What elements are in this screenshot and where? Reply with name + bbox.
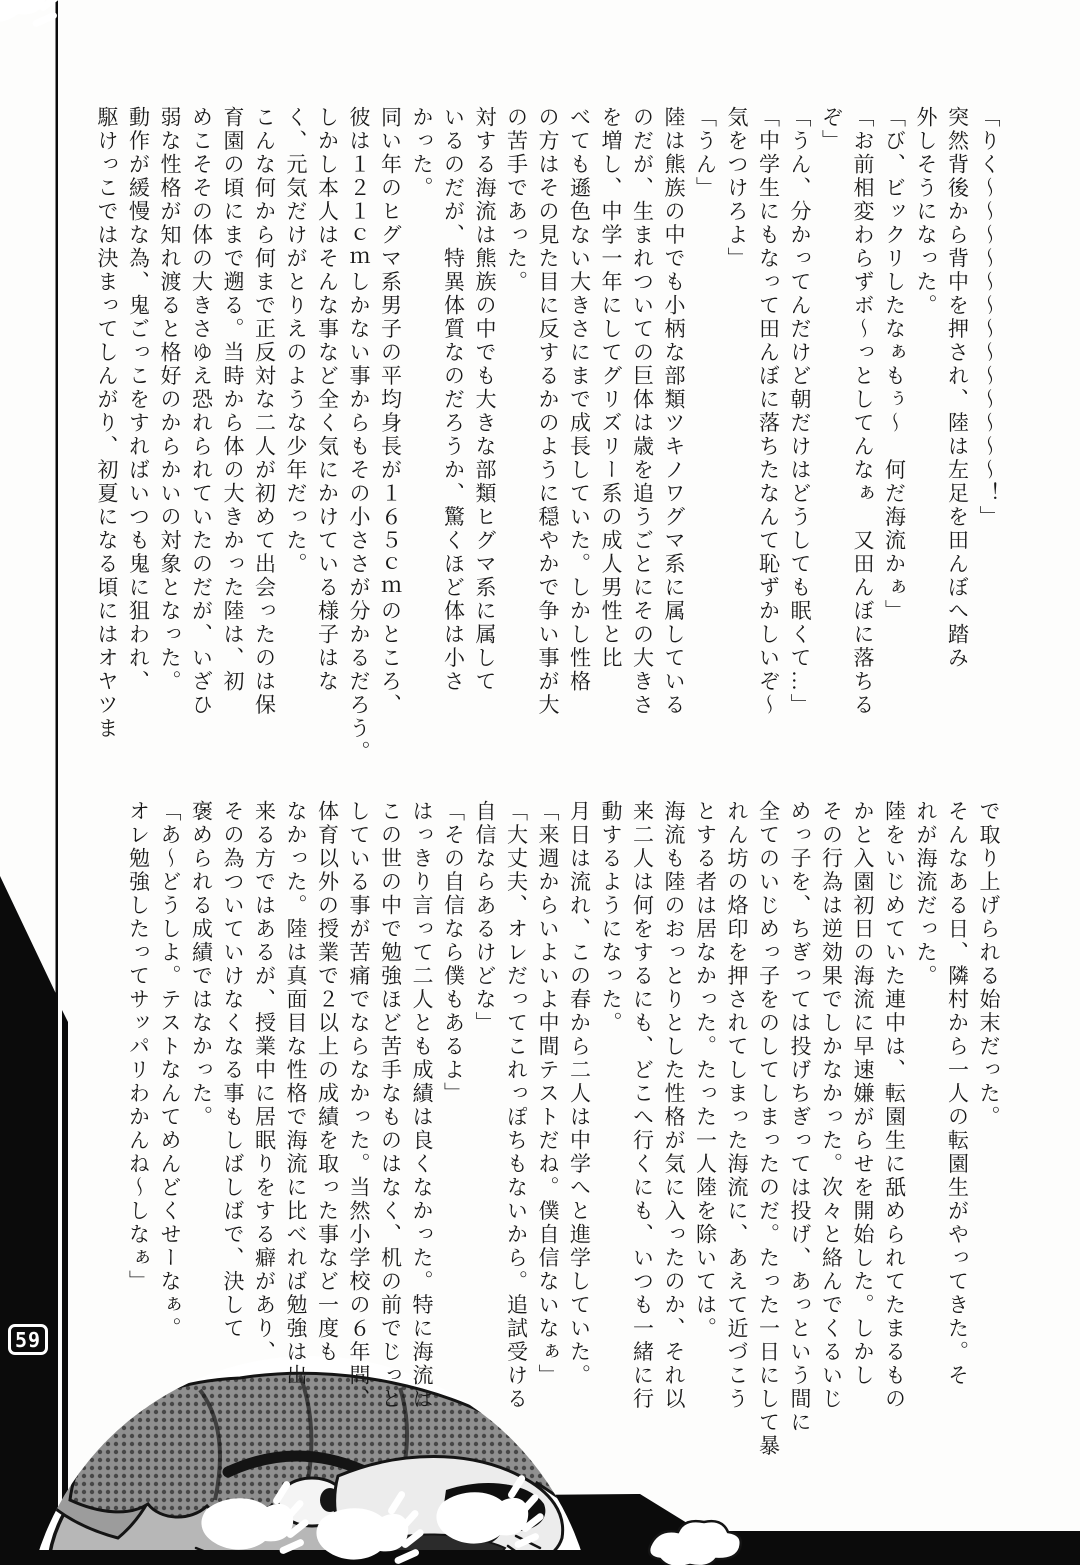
text-column: 「うん」: [693, 106, 718, 200]
text-column: 体育以外の授業で２以上の成績を取った事など一度も: [315, 800, 340, 1364]
text-column: 動するようになった。: [599, 800, 623, 1035]
text-column: 同い年のヒグマ系男子の平均身長が１６５ｃｍのところ、: [378, 106, 403, 717]
text-column: で取り上げられる始末だった。: [977, 800, 1001, 1129]
text-column: 全てのいじめっ子をのしてしまったのだ。たった一日にして暴: [756, 800, 781, 1458]
text-column: 動作が緩慢な為、鬼ごっこをすればいつも鬼に狙われ、: [126, 106, 151, 694]
text-column: この世の中で勉強ほど苦手なものはなく、机の前でじっと: [378, 800, 403, 1411]
paw-print-icon: [0, 0, 63, 28]
text-column: 来二人は何をするにも、どこへ行くにも、いつも一緒に行: [630, 800, 655, 1411]
text-column: 「び、ビックリしたなぁもぅ〜 何だ海流かぁ」: [882, 106, 907, 623]
text-column: ぞ」: [819, 106, 844, 153]
text-column: かった。: [410, 106, 434, 200]
text-column: べても遜色ない大きさにまで成長していた。しかし性格: [567, 106, 592, 694]
text-column: の方はその見た目に反するかのように穏やかで争い事が大: [536, 106, 560, 717]
text-column: なかった。陸は真面目な性格で海流に比べれば勉強は出: [284, 800, 308, 1388]
text-column: 海流も陸のおっとりとした性格が気に入ったのか、それ以: [662, 800, 686, 1411]
text-column: 月日は流れ、この春から二人は中学へと進学していた。: [567, 800, 592, 1388]
text-column: オレ勉強したってサッパリわかんね〜しなぁ」: [126, 800, 151, 1294]
left-wedge-strip: [62, 1010, 68, 1565]
text-column: の苦手であった。: [504, 106, 529, 294]
text-column: 「大丈夫、オレだってこれっぽちもないから。追試受ける: [504, 800, 529, 1411]
text-column: いるのだが、特異体質なのだろうか、驚くほど体は小さ: [441, 106, 466, 694]
text-column: 「来週からいよいよ中間テストだね。僕自信ないなぁ」: [536, 800, 560, 1388]
text-column: 育園の頃にまで遡る。当時から体の大きかった陸は、初: [221, 106, 245, 694]
text-column: 外しそうになった。: [914, 106, 938, 318]
text-column: 自信ならあるけどな」: [473, 800, 497, 1035]
text-column: のだが、生まれついての巨体は歳を追うごとにその大きさ: [630, 106, 655, 717]
text-column: 来る方ではあるが、授業中に居眠りをする癖があり、: [252, 800, 277, 1364]
text-column: れん坊の烙印を押されてしまった海流に、あえて近づこう: [725, 800, 749, 1411]
text-column: その行為は逆効果でしかなかった。次々と絡んでくるいじ: [819, 800, 844, 1411]
text-column: 「りく〜〜〜〜〜〜〜〜〜〜〜〜〜！」: [977, 106, 1001, 529]
text-column: しかし本人はそんな事など全く気にかけている様子はな: [315, 106, 340, 694]
story-text-upper: [76, 106, 1004, 790]
text-column: 「うん、分かってんだけど朝だけはどうしても眠くて…」: [788, 106, 812, 717]
text-column: 彼は１２１ｃｍしかない事からもその小ささが分かるだろう。: [347, 106, 371, 764]
text-column: とする者は居なかった。たった一人陸を除いては。: [693, 800, 718, 1341]
left-margin-rule: [56, 0, 59, 1012]
text-column: めこそその体の大きさゆえ恐れられていたのだが、いざひ: [189, 106, 214, 717]
text-column: している事が苦痛でならなかった。当然小学校の６年間、: [347, 800, 371, 1411]
text-column: 「お前相変わらずボ〜っとしてんなぁ 又田んぼに落ちる: [851, 106, 875, 717]
text-column: 陸をいじめていた連中は、転園生に舐められてたまるもの: [882, 800, 907, 1411]
text-column: を増し、中学一年にしてグリズリー系の成人男性と比: [599, 106, 623, 670]
text-column: その為ついていけなくなる事もしばしばで、決して: [221, 800, 245, 1341]
text-column: 弱な性格が知れ渡ると格好のからかいの対象となった。: [158, 106, 182, 694]
text-column: 陸は熊族の中でも小柄な部類ツキノワグマ系に属している: [662, 106, 686, 717]
page-number-badge: [8, 1324, 48, 1355]
text-column: 気をつけろよ」: [725, 106, 749, 271]
page-number: 59: [14, 1327, 42, 1352]
text-column: めっ子を、ちぎっては投げちぎっては投げ、あっという間に: [788, 800, 812, 1435]
text-column: 対する海流は熊族の中でも大きな部類ヒグマ系に属して: [473, 106, 497, 694]
text-column: そんなある日、隣村から一人の転園生がやってきた。そ: [945, 800, 970, 1388]
text-column: かと入園初日の海流に早速嫌がらせを開始した。しかし: [851, 800, 875, 1388]
left-corner-wedge: [0, 876, 58, 1565]
text-column: 「あ〜どうしよ。テストなんてめんどくせーなぁ。: [158, 800, 182, 1341]
text-column: く、元気だけがとりえのような少年だった。: [284, 106, 308, 576]
text-column: 突然背後から背中を押され、陸は左足を田んぼへ踏み: [945, 106, 970, 670]
story-text-lower: [112, 800, 1004, 1508]
text-column: 「中学生にもなって田んぼに落ちたなんて恥ずかしいぞ〜: [756, 106, 781, 717]
text-column: こんな何から何まで正反対な二人が初めて出会ったのは保: [252, 106, 277, 717]
bottom-edge-strip: [0, 1550, 1080, 1565]
text-column: れが海流だった。: [914, 800, 938, 988]
text-column: はっきり言って二人とも成績は良くなかった。特に海流は: [410, 800, 434, 1411]
text-column: 「その自信なら僕もあるよ」: [441, 800, 466, 1106]
text-column: 駆けっこでは決まってしんがり、初夏になる頃にはオヤツま: [95, 106, 119, 741]
text-column: 褒められる成績ではなかった。: [189, 800, 214, 1129]
